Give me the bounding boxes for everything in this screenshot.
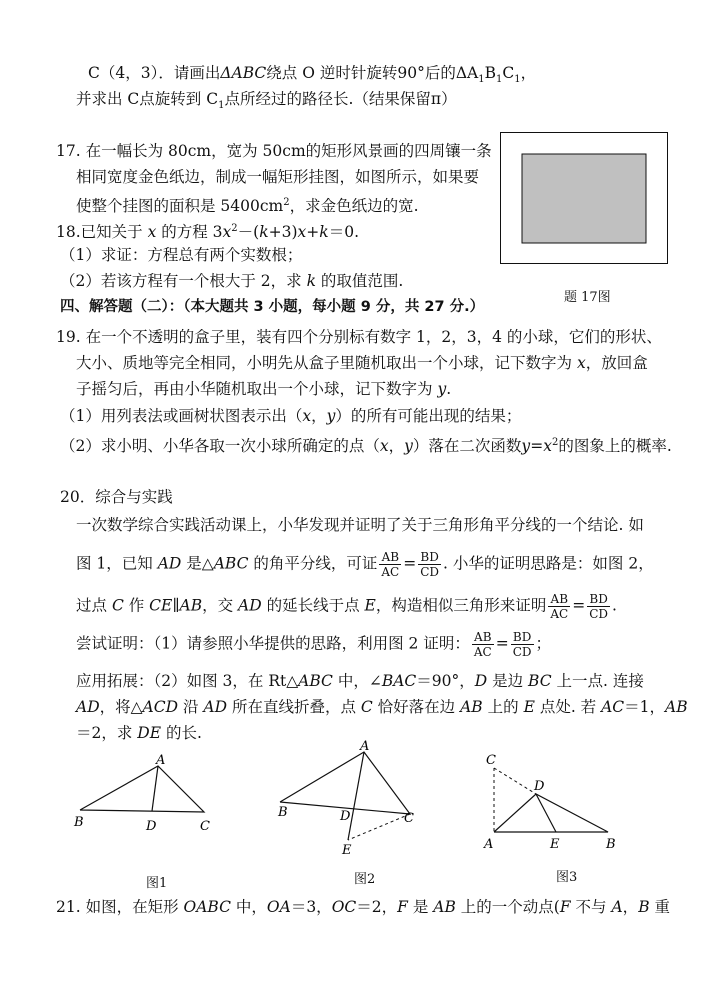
q20-text: 沿 <box>178 698 204 716</box>
q21-var: B <box>638 898 650 916</box>
q19-text: ， <box>388 437 405 456</box>
q20-figure3-label: 图3 <box>556 870 578 885</box>
q21-text: ＝3， <box>290 898 332 916</box>
q20-text: ，交 <box>202 596 239 615</box>
q20-text: ＝2，求 <box>76 724 138 742</box>
q21-text: ＝2， <box>356 898 398 916</box>
q16-text: ， <box>520 64 537 82</box>
q18-var: k <box>319 223 329 242</box>
q18-line1 <box>56 218 359 243</box>
q20-line3: 过点 C 作 CE∥AB，交 AD 的延长线于点 E，构造相似三角形来证明 $\frac{AB}{AC}$ = $\frac{BD}{CD}$ . <box>76 592 617 621</box>
q20-var: AB <box>460 698 483 716</box>
q20-var: C <box>360 698 373 716</box>
q19-sup: 2 <box>551 437 559 448</box>
q20-text: 尝试证明：（1）请参照小华提供的思路，利用图 2 证明： <box>76 634 470 653</box>
q21-var: F <box>397 898 408 916</box>
q20-line2: 图 1，已知 AD 是△ABC 的角平分线，可证 $\frac{AB}{AC}$ = $\frac{BD}{CD}$ . 小华的证明思路是：如图 2， <box>76 550 654 579</box>
q19-text: 的图象上的概率. <box>558 437 672 456</box>
q20-text: 的角平分线，可证 <box>248 554 378 573</box>
q20-text: 是边 <box>487 672 529 690</box>
frac-num: BD <box>418 550 441 565</box>
fig2-label-a: A <box>360 740 370 754</box>
q20-text: 是△ <box>181 554 214 573</box>
fig1-label-d: D <box>146 819 157 834</box>
q18-text: －( <box>237 223 260 242</box>
q18-var: x <box>222 223 232 242</box>
q21-text: 上的一个动点( <box>455 898 560 916</box>
fig2-dashed-ce <box>348 814 410 840</box>
q21-text: 是 <box>407 898 434 916</box>
q20-text: 作 <box>123 596 150 615</box>
q18-text: 的取值范围. <box>316 272 404 290</box>
q20-var: AD <box>157 554 182 573</box>
fig1-label-b: B <box>74 815 84 830</box>
fig3-label-d: D <box>534 779 545 794</box>
q20-text: 的延长线于点 <box>261 596 365 615</box>
q19-var: y <box>326 407 336 425</box>
q21-text: 21. 如图，在矩形 <box>56 898 184 916</box>
frac-den: AC <box>550 607 569 621</box>
q20-var: DE <box>137 724 162 742</box>
fraction-bd-cd <box>511 630 534 659</box>
q20-text: 点处. 若 <box>534 698 602 716</box>
q18-text: ＝0. <box>328 223 359 242</box>
fraction-ab-ac <box>472 630 494 659</box>
q17-sup: 2 <box>283 197 290 208</box>
q19-line2 <box>76 352 648 374</box>
q19-text: = <box>530 437 544 456</box>
q17-line1: 17. 在一幅长为 80cm，宽为 50cm的矩形风景画的四周镶一条 <box>56 142 492 160</box>
q19-var: x <box>379 437 389 456</box>
fig1-bisector <box>152 766 158 811</box>
frac-num: BD <box>511 630 534 645</box>
q20-text: 上的 <box>482 698 524 716</box>
frac-num: BD <box>587 592 610 607</box>
q16-text: 绕点 O 逆时针旋转90°后的ΔA <box>266 64 479 82</box>
q19-var: y <box>404 437 413 456</box>
q20-var: CE∥AB <box>149 596 203 615</box>
q20-var: BC <box>528 672 552 690</box>
q20-text: ，将△ <box>99 698 143 716</box>
q18-var: x <box>297 223 307 242</box>
q19-text: （1）用列表法或画树状图表示出（ <box>60 407 303 425</box>
q20-var: ABC <box>213 554 249 573</box>
q18-var: x <box>147 223 157 242</box>
q16-text: ΔABC <box>220 64 267 82</box>
frac-den: CD <box>589 607 609 621</box>
q19-part2 <box>60 432 672 457</box>
q20-text: . <box>612 596 617 615</box>
q20-var: BAC <box>381 672 417 690</box>
q20-figure2 <box>270 740 430 860</box>
q17-picture-inner <box>522 154 646 243</box>
frac-den: CD <box>512 645 532 659</box>
q20-var: ABC <box>298 672 333 690</box>
q20-var: AC <box>601 698 625 716</box>
q16-sub: 1 <box>478 74 485 86</box>
q18-sup: 2 <box>231 223 238 234</box>
q20-text: ，构造相似三角形来证明 <box>375 596 547 615</box>
fig2-label-e: E <box>342 843 352 858</box>
q20-text: 的长. <box>161 724 202 742</box>
q20-var: ACD <box>142 698 179 716</box>
q20-var: E <box>523 698 535 716</box>
q19-text: ）的所有可能出现的结果； <box>335 407 522 425</box>
fig3-dashed-cd <box>494 768 536 794</box>
fig3-label-a: A <box>484 837 494 852</box>
q20-text: . 小华的证明思路是：如图 2， <box>443 554 654 573</box>
q20-text: 过点 <box>76 596 112 615</box>
fig1-label-c: C <box>200 819 210 834</box>
q20-line5 <box>76 670 644 692</box>
q19-line1: 19. 在一个不透明的盒子里，装有四个分别标有数字 1，2，3，4 的小球，它们的形状、 <box>56 328 662 346</box>
q21-text: 中， <box>230 898 267 916</box>
q17-figure <box>500 132 668 264</box>
q18-var: k <box>306 272 316 290</box>
q20-var: E <box>364 596 376 615</box>
q19-part1 <box>60 405 521 427</box>
q20-line4: 尝试证明：（1）请参照小华提供的思路，利用图 2 证明： $\frac{AB}{AC}$ = $\frac{BD}{CD}$ ； <box>76 630 552 659</box>
fig3-label-b: B <box>606 837 616 852</box>
frac-num: AB <box>548 592 570 607</box>
q18-text: 18.已知关于 <box>56 223 148 242</box>
q16-sub: 1 <box>514 74 521 86</box>
fig2-label-d: D <box>340 809 351 824</box>
frac-num: AB <box>379 550 401 565</box>
q16-sub: 1 <box>495 74 503 86</box>
fraction-ab-ac <box>379 550 401 579</box>
q19-text: ， <box>311 407 327 425</box>
q18-text: + <box>306 223 320 242</box>
q20-figure1-label: 图1 <box>146 876 168 891</box>
q18-text: +3) <box>268 223 298 242</box>
q20-var: AD <box>203 698 228 716</box>
q16-text: C（4，3）．请画出 <box>88 64 221 82</box>
fig1-triangle <box>80 766 204 812</box>
q16-text: B <box>484 64 496 82</box>
q21-var: AB <box>433 898 456 916</box>
q19-text: 子摇匀后，再由小华随机取出一个小球，记下数字为 <box>76 380 438 398</box>
q18-part2 <box>60 270 403 292</box>
q17-line3 <box>76 192 419 217</box>
fraction-bd-cd <box>418 550 441 579</box>
q21-var: A <box>611 898 623 916</box>
q19-text: （2）求小明、小华各取一次小球所确定的点（ <box>60 437 380 456</box>
q20-figure1 <box>70 752 230 842</box>
q20-figure2-label: 图2 <box>354 872 376 887</box>
q20-text: ＝90°， <box>416 672 475 690</box>
q19-var: y <box>521 437 531 456</box>
frac-num: AB <box>472 630 494 645</box>
fig1-label-a: A <box>156 753 166 768</box>
q21-text: ， <box>622 898 639 916</box>
q17-figure-label: 题 17图 <box>564 290 611 305</box>
q21-text: 重 <box>649 898 671 916</box>
q17-line2: 相同宽度金色纸边，制成一幅矩形挂图，如图所示，如果要 <box>76 168 480 186</box>
q20-var: D <box>474 672 488 690</box>
q19-var: x <box>543 437 552 456</box>
q18-text: （2）若该方程有一个根大于 2，求 <box>60 272 307 290</box>
fig3-label-c: C <box>486 753 496 768</box>
section4-title: 四、解答题（二）：（本大题共 3 小题，每小题 9 分，共 27 分.） <box>60 299 485 315</box>
fig3-triangle-adb <box>494 794 608 832</box>
q20-var: AD <box>238 596 262 615</box>
q20-figure3 <box>474 750 634 860</box>
q20-text: 图 1，已知 <box>76 554 158 573</box>
q16-sub: 1 <box>218 100 225 112</box>
q20-var: C <box>111 596 124 615</box>
q19-var: x <box>302 407 312 425</box>
fig2-label-b: B <box>278 805 288 820</box>
q19-line3 <box>76 378 451 400</box>
q20-line7 <box>76 722 202 744</box>
q16-text: C <box>502 64 515 82</box>
frac-den: AC <box>381 565 400 579</box>
q20-title: 20．综合与实践 <box>60 488 173 506</box>
fig2-triangle <box>280 752 410 814</box>
fig2-bisector-extended <box>348 752 364 840</box>
fig2-label-c: C <box>404 811 414 826</box>
q19-var: x <box>576 354 586 372</box>
q17-text: 使整个挂图的面积是 5400cm <box>76 197 284 216</box>
q19-text: ）落在二次函数 <box>412 437 522 456</box>
fraction-bd-cd <box>587 592 610 621</box>
q21-var: OABC <box>183 898 231 916</box>
q17-text: ，求金色纸边的宽. <box>289 197 419 216</box>
q19-text: ，放回盒 <box>585 354 648 372</box>
q20-line1: 一次数学综合实践活动课上，小华发现并证明了关于三角形角平分线的一个结论. 如 <box>76 516 644 534</box>
q20-text: 恰好落在边 <box>372 698 461 716</box>
fig3-label-e: E <box>550 837 560 852</box>
frac-den: CD <box>420 565 440 579</box>
frac-den: AC <box>473 645 492 659</box>
q21-text: 不与 <box>570 898 612 916</box>
q20-text: 上一点. 连接 <box>551 672 644 690</box>
q21-var: OA <box>266 898 291 916</box>
q20-text: ＝1， <box>624 698 666 716</box>
q20-text: 应用拓展：（2）如图 3，在 Rt△ <box>76 672 299 690</box>
q18-text: 的方程 3 <box>156 223 223 242</box>
q16-text: 点所经过的路径长.（结果保留π） <box>224 90 457 108</box>
q21-line1 <box>56 896 670 918</box>
q19-text: 大小、质地等完全相同，小明先从盒子里随机取出一个小球，记下数字为 <box>76 354 577 372</box>
q21-var: OC <box>331 898 357 916</box>
fraction-ab-ac <box>548 592 570 621</box>
q20-var: AB <box>665 698 688 716</box>
q20-var: AD <box>76 698 100 716</box>
q16-text: 并求出 C点旋转到 C <box>76 90 219 108</box>
q16-line1 <box>88 62 536 91</box>
q18-var: k <box>259 223 269 242</box>
q20-text: ； <box>535 634 552 653</box>
q21-var: F <box>559 898 571 916</box>
q19-var: y <box>437 380 447 398</box>
q20-text: 所在直线折叠，点 <box>227 698 361 716</box>
q18-part1: （1）求证：方程总有两个实数根； <box>60 246 303 264</box>
q19-text: . <box>446 380 452 398</box>
q20-text: 中，∠ <box>332 672 382 690</box>
q16-line2 <box>76 88 457 117</box>
q20-line6 <box>76 696 688 718</box>
